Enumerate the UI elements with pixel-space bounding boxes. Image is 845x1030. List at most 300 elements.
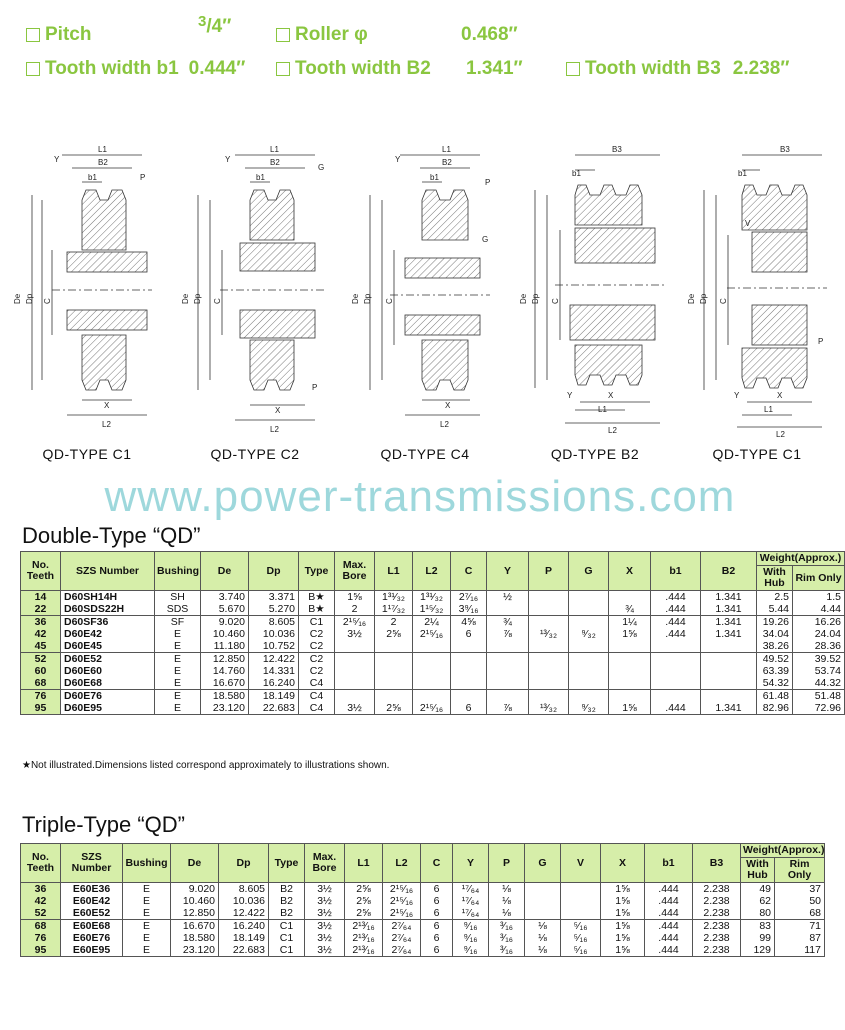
double-table-body	[21, 591, 845, 715]
svg-text:b1: b1	[256, 173, 265, 182]
table-cell: 49	[741, 883, 775, 896]
table-cell: 10.460	[171, 895, 219, 907]
table-cell: 3½	[305, 895, 345, 907]
table-cell	[487, 690, 529, 703]
table-cell	[413, 665, 451, 677]
table-cell: 95	[21, 702, 61, 715]
sprocket-drawing-icon	[682, 140, 832, 440]
table-cell	[561, 895, 601, 907]
B3-value: 2.238″	[732, 58, 790, 79]
table-cell: 8.605	[249, 616, 299, 629]
table-cell: 2.238	[693, 895, 741, 907]
table-cell: 16.26	[793, 616, 845, 629]
table-cell: SH	[155, 591, 201, 604]
table-cell: E	[155, 702, 201, 715]
th-max-bore: Max. Bore	[305, 844, 345, 883]
table-cell: 16.670	[171, 920, 219, 933]
checkbox-icon	[26, 62, 40, 76]
table-cell	[451, 677, 487, 690]
pitch-value: 3 /4″	[198, 12, 232, 37]
table-cell: 3½	[305, 907, 345, 920]
table-cell: 10.036	[249, 628, 299, 640]
th-dp: Dp	[249, 552, 299, 591]
th-de: De	[201, 552, 249, 591]
table-cell: 6	[421, 907, 453, 920]
table-cell	[569, 591, 609, 604]
checkbox-icon	[566, 62, 580, 76]
table-cell: 44.32	[793, 677, 845, 690]
table-cell: .444	[645, 907, 693, 920]
svg-text:P: P	[312, 383, 318, 392]
table-cell	[609, 591, 651, 604]
table-cell: 9.020	[171, 883, 219, 896]
drawing-label: QD-TYPE C1	[712, 446, 802, 462]
roller-value: 0.468″	[461, 24, 518, 45]
table-cell: 6	[421, 920, 453, 933]
table-row	[21, 920, 825, 933]
table-cell: 2⅝	[375, 702, 413, 715]
table-cell	[651, 640, 701, 653]
table-cell: .444	[651, 702, 701, 715]
table-cell: E	[123, 944, 171, 957]
table-cell: 1³¹⁄₃₂	[375, 591, 413, 604]
table-cell	[529, 665, 569, 677]
double-type-title: Double-Type “QD”	[22, 523, 201, 548]
svg-text:X: X	[777, 391, 783, 400]
svg-text:L1: L1	[598, 405, 607, 414]
table-cell: 1⅝	[601, 920, 645, 933]
table-cell	[609, 690, 651, 703]
table-cell: D60SF36	[61, 616, 155, 629]
table-cell: 1.341	[701, 702, 757, 715]
table-cell	[651, 677, 701, 690]
table-cell	[487, 603, 529, 616]
table-cell	[609, 640, 651, 653]
drawing-qd-type-c1-triple	[682, 140, 832, 462]
th-szs-number: SZS Number	[61, 844, 123, 883]
table-cell: 22.683	[219, 944, 269, 957]
table-cell: ⁵⁄₁₆	[561, 944, 601, 957]
table-cell: 42	[21, 895, 61, 907]
table-cell	[529, 640, 569, 653]
table-cell: E60E36	[61, 883, 123, 896]
table-cell	[451, 665, 487, 677]
table-cell: SF	[155, 616, 201, 629]
th-de: De	[171, 844, 219, 883]
table-cell: 19.26	[757, 616, 793, 629]
svg-text:G: G	[318, 163, 325, 172]
table-cell: 2.5	[757, 591, 793, 604]
table-cell	[651, 665, 701, 677]
table-cell: 76	[21, 690, 61, 703]
pitch-label: Pitch	[45, 24, 92, 45]
table-cell: 1⅝	[609, 628, 651, 640]
table-cell: ⅛	[489, 907, 525, 920]
table-cell: 3½	[305, 883, 345, 896]
table-cell: .444	[651, 616, 701, 629]
th-no-teeth: No. Teeth	[21, 844, 61, 883]
table-cell: 2⁷⁄₆₄	[383, 920, 421, 933]
table-cell: ⁵⁄₁₆	[561, 920, 601, 933]
table-cell: 6	[421, 895, 453, 907]
table-cell: E	[155, 677, 201, 690]
th-y: Y	[487, 552, 529, 591]
svg-text:X: X	[608, 391, 614, 400]
table-cell: 1⅝	[609, 702, 651, 715]
sprocket-drawing-icon	[12, 140, 162, 440]
table-cell: E60E76	[61, 932, 123, 944]
th-p: P	[489, 844, 525, 883]
table-cell: .444	[651, 591, 701, 604]
table-cell: 1⅝	[601, 895, 645, 907]
table-cell: 2¹³⁄₁₆	[345, 920, 383, 933]
table-cell: 3.371	[249, 591, 299, 604]
table-cell: 99	[741, 932, 775, 944]
sprocket-drawing-icon	[350, 140, 500, 440]
table-cell: 2⅝	[345, 907, 383, 920]
table-cell: ⅞	[487, 628, 529, 640]
table-cell: 61.48	[757, 690, 793, 703]
table-cell: 23.120	[201, 702, 249, 715]
table-cell	[487, 640, 529, 653]
table-cell: E	[155, 640, 201, 653]
svg-text:b1: b1	[88, 173, 97, 182]
svg-text:C: C	[213, 298, 222, 304]
th-l1: L1	[345, 844, 383, 883]
table-cell: D60E52	[61, 653, 155, 666]
table-cell: 5.44	[757, 603, 793, 616]
table-row	[21, 702, 845, 715]
table-cell: E	[123, 920, 171, 933]
table-cell: 2.238	[693, 944, 741, 957]
table-cell: C4	[299, 690, 335, 703]
table-cell: 2	[335, 603, 375, 616]
table-cell	[609, 677, 651, 690]
table-cell	[701, 690, 757, 703]
table-cell: D60E60	[61, 665, 155, 677]
table-cell: .444	[645, 920, 693, 933]
table-cell: 52	[21, 653, 61, 666]
table-cell: 2.238	[693, 907, 741, 920]
table-cell: ½	[487, 591, 529, 604]
table-cell	[569, 653, 609, 666]
th-c: C	[451, 552, 487, 591]
svg-text:B2: B2	[442, 158, 452, 167]
table-cell: D60E76	[61, 690, 155, 703]
svg-text:L1: L1	[270, 145, 279, 154]
triple-type-title: Triple-Type “QD”	[22, 812, 185, 837]
th-p: P	[529, 552, 569, 591]
table-cell: 4.44	[793, 603, 845, 616]
table-cell	[335, 640, 375, 653]
table-cell: 2⅝	[345, 883, 383, 896]
table-cell: 95	[21, 944, 61, 957]
table-row	[21, 932, 825, 944]
table-cell: ⅛	[525, 932, 561, 944]
th-l2: L2	[383, 844, 421, 883]
table-cell	[701, 653, 757, 666]
table-cell	[561, 883, 601, 896]
triple-type-table	[20, 843, 825, 957]
table-row	[21, 603, 845, 616]
table-cell: 3⁹⁄₁₆	[451, 603, 487, 616]
B2-label: Tooth width B2	[295, 58, 431, 79]
table-cell: 1.341	[701, 591, 757, 604]
table-cell: 6	[421, 944, 453, 957]
table-cell: 34.04	[757, 628, 793, 640]
table-cell: 18.149	[249, 690, 299, 703]
table-cell	[701, 640, 757, 653]
table-cell	[413, 640, 451, 653]
table-cell	[529, 653, 569, 666]
table-cell	[569, 665, 609, 677]
svg-text:C: C	[719, 298, 728, 304]
table-cell: 12.422	[249, 653, 299, 666]
table-cell: C2	[299, 628, 335, 640]
table-cell: ⅛	[525, 944, 561, 957]
drawings-row	[12, 140, 824, 470]
table-cell: 53.74	[793, 665, 845, 677]
table-cell	[335, 665, 375, 677]
svg-text:b1: b1	[738, 169, 747, 178]
table-row	[21, 895, 825, 907]
table-cell: 1¹⁵⁄₃₂	[413, 603, 451, 616]
table-cell: C1	[299, 616, 335, 629]
svg-text:b1: b1	[430, 173, 439, 182]
table-cell: 2¹⁵⁄₁₆	[413, 702, 451, 715]
table-cell: 63.39	[757, 665, 793, 677]
th-y: Y	[453, 844, 489, 883]
table-cell: E60E68	[61, 920, 123, 933]
spec-roller	[276, 24, 368, 46]
table-cell	[525, 883, 561, 896]
svg-text:B2: B2	[98, 158, 108, 167]
table-cell: 11.180	[201, 640, 249, 653]
svg-text:L2: L2	[608, 426, 617, 435]
table-cell: 68	[21, 920, 61, 933]
table-cell: 76	[21, 932, 61, 944]
table-cell: C4	[299, 702, 335, 715]
table-cell: 2⅝	[345, 895, 383, 907]
table-cell: D60SDS22H	[61, 603, 155, 616]
th-b3: B3	[693, 844, 741, 883]
svg-text:De: De	[687, 293, 696, 304]
table-cell: E	[123, 883, 171, 896]
table-cell	[701, 665, 757, 677]
svg-text:Dp: Dp	[699, 293, 708, 304]
table-cell: 71	[775, 920, 825, 933]
table-cell: C2	[299, 653, 335, 666]
table-cell	[569, 603, 609, 616]
table-cell: B2	[269, 907, 305, 920]
table-cell	[375, 677, 413, 690]
table-cell: 45	[21, 640, 61, 653]
website-watermark: www.power-transmissions.com	[104, 472, 736, 521]
table-cell: 51.48	[793, 690, 845, 703]
table-cell: ³⁄₁₆	[489, 944, 525, 957]
table-cell: 83	[741, 920, 775, 933]
svg-text:De: De	[13, 293, 22, 304]
table-cell: 12.850	[171, 907, 219, 920]
table-cell: C2	[299, 665, 335, 677]
table-cell: 2¼	[413, 616, 451, 629]
svg-text:L1: L1	[764, 405, 773, 414]
svg-text:B2: B2	[270, 158, 280, 167]
svg-text:L2: L2	[102, 420, 111, 429]
checkbox-icon	[276, 28, 290, 42]
table-cell: 36	[21, 616, 61, 629]
table-cell: 2⁷⁄₆₄	[383, 944, 421, 957]
table-row	[21, 907, 825, 920]
double-type-table	[20, 551, 845, 715]
table-cell: 6	[421, 883, 453, 896]
table-row	[21, 591, 845, 604]
table-cell: .444	[651, 603, 701, 616]
table-cell: 3½	[335, 628, 375, 640]
table-cell	[451, 653, 487, 666]
table-cell: 12.422	[219, 907, 269, 920]
spec-pitch	[26, 24, 91, 46]
table-row	[21, 665, 845, 677]
table-cell: 14.760	[201, 665, 249, 677]
table-cell: .444	[645, 944, 693, 957]
table-cell	[569, 616, 609, 629]
table-cell: 24.04	[793, 628, 845, 640]
spec-b1	[26, 58, 245, 80]
svg-text:L1: L1	[442, 145, 451, 154]
table-cell: 49.52	[757, 653, 793, 666]
svg-text:P: P	[485, 178, 491, 187]
table-cell	[335, 690, 375, 703]
table-cell: 2¹³⁄₁₆	[345, 932, 383, 944]
table-cell: .444	[651, 628, 701, 640]
table-cell: 42	[21, 628, 61, 640]
table-cell: 1¼	[609, 616, 651, 629]
table-cell	[335, 677, 375, 690]
table-cell: 37	[775, 883, 825, 896]
table-row	[21, 616, 845, 629]
svg-text:B3: B3	[780, 145, 790, 154]
checkbox-icon	[276, 62, 290, 76]
table-cell: 39.52	[793, 653, 845, 666]
table-cell: 68	[21, 677, 61, 690]
table-cell: SDS	[155, 603, 201, 616]
svg-text:De: De	[519, 293, 528, 304]
table-cell: 1⅝	[601, 883, 645, 896]
svg-text:P: P	[818, 337, 824, 346]
table-cell: 1.341	[701, 628, 757, 640]
svg-text:L2: L2	[776, 430, 785, 439]
table-cell: B★	[299, 603, 335, 616]
table-cell: 1¹⁷⁄₃₂	[375, 603, 413, 616]
table-cell: 50	[775, 895, 825, 907]
table-cell: E	[123, 932, 171, 944]
table-cell: ¹⁷⁄₆₄	[453, 907, 489, 920]
th-b1: b1	[645, 844, 693, 883]
table-cell: C1	[269, 920, 305, 933]
table-cell: E60E42	[61, 895, 123, 907]
table-cell: E	[155, 628, 201, 640]
table-cell: 3½	[305, 920, 345, 933]
table-cell: D60SH14H	[61, 591, 155, 604]
table-cell: ⅛	[489, 883, 525, 896]
svg-text:X: X	[275, 406, 281, 415]
table-cell: 22	[21, 603, 61, 616]
table-cell: 3½	[305, 932, 345, 944]
table-cell: 12.850	[201, 653, 249, 666]
table-cell: 4⅝	[451, 616, 487, 629]
svg-text:G: G	[482, 235, 489, 244]
table-cell	[529, 591, 569, 604]
table-cell: 1.341	[701, 616, 757, 629]
th-v: V	[561, 844, 601, 883]
table-cell: 16.670	[201, 677, 249, 690]
table-cell: 1.5	[793, 591, 845, 604]
table-cell: 2⅝	[375, 628, 413, 640]
table-cell: 2¹³⁄₁₆	[345, 944, 383, 957]
spec-B2	[276, 58, 431, 80]
triple-table-body	[21, 883, 825, 957]
table-cell	[529, 690, 569, 703]
th-g: G	[569, 552, 609, 591]
th-max-bore: Max. Bore	[335, 552, 375, 591]
table-row	[21, 653, 845, 666]
table-row	[21, 690, 845, 703]
svg-text:Y: Y	[567, 391, 573, 400]
table-cell	[451, 640, 487, 653]
table-cell: 2¹⁵⁄₁₆	[383, 907, 421, 920]
sprocket-drawing-icon	[520, 140, 670, 440]
th-rim-only: Rim Only	[793, 566, 845, 591]
table-cell: 9.020	[201, 616, 249, 629]
table-row	[21, 677, 845, 690]
table-cell: 3½	[335, 702, 375, 715]
checkbox-icon	[26, 28, 40, 42]
table-cell: E60E95	[61, 944, 123, 957]
table-cell: 1⅝	[601, 907, 645, 920]
svg-text:Dp: Dp	[193, 293, 202, 304]
table-cell: ⁹⁄₁₆	[453, 932, 489, 944]
th-type: Type	[269, 844, 305, 883]
table-cell: 2¹⁵⁄₁₆	[383, 883, 421, 896]
table-cell: 68	[775, 907, 825, 920]
svg-text:Y: Y	[734, 391, 740, 400]
b1-value: 0.444″	[188, 58, 246, 79]
table-cell: 18.580	[201, 690, 249, 703]
table-cell: B2	[269, 883, 305, 896]
table-row	[21, 640, 845, 653]
table-cell: E60E52	[61, 907, 123, 920]
table-cell: E	[155, 690, 201, 703]
table-cell: E	[123, 907, 171, 920]
table-cell: 14	[21, 591, 61, 604]
table-cell: 2¹⁵⁄₁₆	[413, 628, 451, 640]
drawing-qd-type-c2	[180, 140, 330, 462]
th-no-teeth: No. Teeth	[21, 552, 61, 591]
th-l1: L1	[375, 552, 413, 591]
svg-text:Y: Y	[395, 155, 401, 164]
svg-text:L2: L2	[270, 425, 279, 434]
table-cell: 22.683	[249, 702, 299, 715]
table-cell	[569, 640, 609, 653]
svg-text:Dp: Dp	[531, 293, 540, 304]
table-cell: B★	[299, 591, 335, 604]
svg-text:X: X	[104, 401, 110, 410]
table-cell: B2	[269, 895, 305, 907]
table-cell	[413, 690, 451, 703]
table-cell: ¹⁷⁄₆₄	[453, 895, 489, 907]
table-cell: 2⁷⁄₆₄	[383, 932, 421, 944]
